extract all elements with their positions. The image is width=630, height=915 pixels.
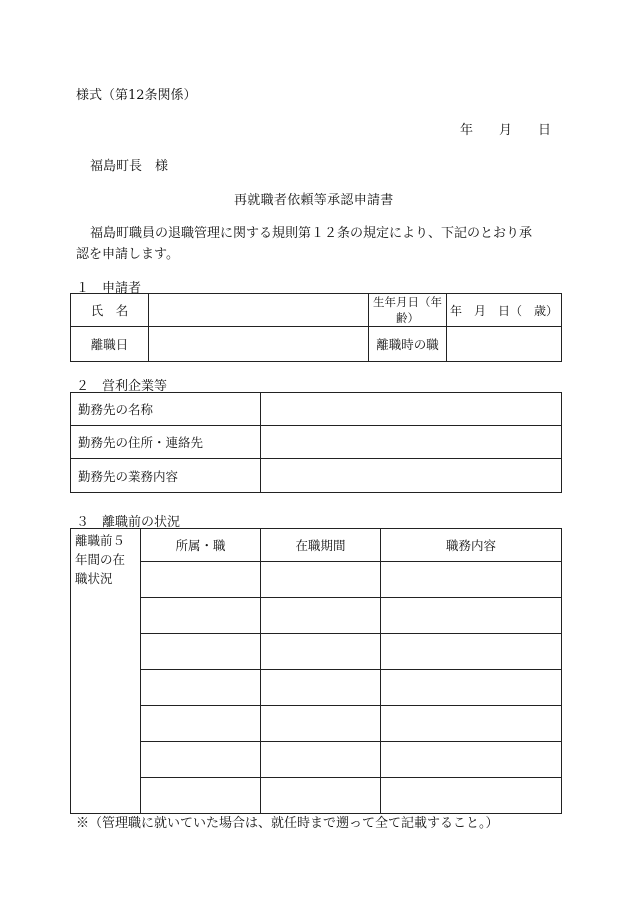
history-cell[interactable] xyxy=(261,742,381,778)
history-cell[interactable] xyxy=(381,598,562,634)
history-cell[interactable] xyxy=(381,742,562,778)
section-3-heading: ３ 離職前の状況 xyxy=(76,515,181,530)
history-cell[interactable] xyxy=(381,634,562,670)
history-cell[interactable] xyxy=(381,706,562,742)
history-cell[interactable] xyxy=(261,634,381,670)
history-row-header-line-3: 職状況 xyxy=(75,571,113,586)
employer-address-field[interactable] xyxy=(261,426,562,459)
history-cell[interactable] xyxy=(261,706,381,742)
employer-table xyxy=(70,392,562,493)
history-row-header-line-1: 離職前５ xyxy=(75,533,126,548)
employer-business-field[interactable] xyxy=(261,459,562,493)
history-row-header xyxy=(71,529,141,814)
retire-date-field[interactable] xyxy=(149,327,369,362)
history-cell[interactable] xyxy=(141,634,261,670)
column-header-dept: 所属・職 xyxy=(141,529,261,562)
form-reference: 様式（第12条関係） xyxy=(76,88,197,103)
intro-line-1: 福島町職員の退職管理に関する規則第１２条の規定により、下記のとおり承 xyxy=(90,226,533,241)
history-cell[interactable] xyxy=(141,778,261,814)
history-cell[interactable] xyxy=(141,742,261,778)
history-cell[interactable] xyxy=(261,598,381,634)
history-cell[interactable] xyxy=(261,778,381,814)
history-cell[interactable] xyxy=(141,670,261,706)
history-cell[interactable] xyxy=(381,670,562,706)
name-field[interactable] xyxy=(149,294,369,327)
name-label: 氏 名 xyxy=(71,294,149,327)
employer-address-label: 勤務先の住所・連絡先 xyxy=(71,426,261,459)
intro-line-2: 認を申請します。 xyxy=(76,247,179,262)
history-cell[interactable] xyxy=(141,706,261,742)
history-cell[interactable] xyxy=(381,778,562,814)
retire-post-label: 離職時の職 xyxy=(369,327,447,362)
footnote: ※（管理職に就いていた場合は、就任時まで遡って全て記載すること。） xyxy=(76,816,499,831)
history-cell[interactable] xyxy=(381,562,562,598)
applicant-table xyxy=(70,293,562,362)
document-title: 再就職者依頼等承認申請書 xyxy=(234,193,394,208)
history-cell[interactable] xyxy=(141,598,261,634)
retire-post-field[interactable] xyxy=(447,327,562,362)
history-cell[interactable] xyxy=(261,670,381,706)
section-2-heading: ２ 営利企業等 xyxy=(76,379,168,394)
column-header-duties: 職務内容 xyxy=(381,529,562,562)
retire-date-label: 離職日 xyxy=(71,327,149,362)
employer-business-label: 勤務先の業務内容 xyxy=(71,459,261,493)
employer-name-field[interactable] xyxy=(261,393,562,426)
birth-field[interactable]: 年 月 日（ 歳） xyxy=(447,294,562,327)
birth-label: 生年月日（年齢） xyxy=(369,294,447,327)
employer-name-label: 勤務先の名称 xyxy=(71,393,261,426)
section-1-heading: １ 申請者 xyxy=(76,281,142,296)
history-row-header-line-2: 年間の在 xyxy=(75,552,126,567)
history-table xyxy=(70,528,562,814)
date-line: 年 月 日 xyxy=(460,123,552,138)
history-cell[interactable] xyxy=(141,562,261,598)
history-cell[interactable] xyxy=(261,562,381,598)
column-header-period: 在職期間 xyxy=(261,529,381,562)
addressee: 福島町長 様 xyxy=(90,159,169,174)
